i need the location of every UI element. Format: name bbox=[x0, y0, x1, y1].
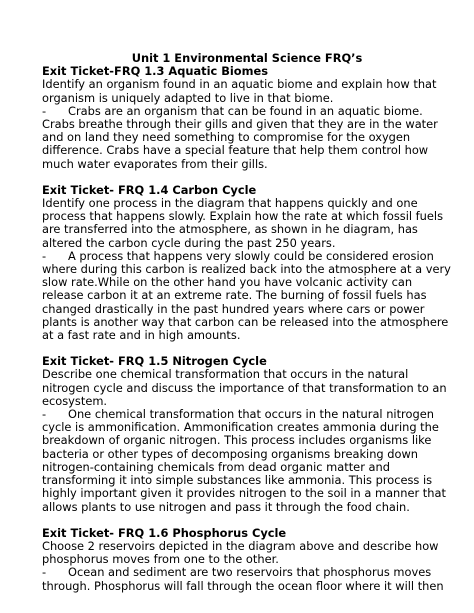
section-heading: Exit Ticket- FRQ 1.5 Nitrogen Cycle bbox=[42, 354, 267, 369]
bullet-dash: - bbox=[42, 407, 47, 422]
section-answer bbox=[42, 105, 452, 171]
section-prompt: Choose 2 reservoirs depicted in the diagram above and describe how phosphorus moves from one to the other. bbox=[42, 538, 439, 567]
document-title: Unit 1 Environmental Science FRQ’s bbox=[131, 51, 363, 65]
section-answer bbox=[42, 250, 452, 342]
section-carbon-cycle bbox=[42, 184, 452, 342]
section-heading: Exit Ticket- FRQ 1.4 Carbon Cycle bbox=[42, 182, 257, 197]
document-content bbox=[42, 52, 452, 593]
section-answer bbox=[42, 408, 452, 514]
section-aquatic-biomes bbox=[42, 65, 452, 171]
section-heading: Exit Ticket- FRQ 1.6 Phosphorus Cycle bbox=[42, 525, 287, 540]
answer-text: A process that happens very slowly could be considered erosion where during this carbon is realized back into the atmosphere at a very slow rate.While on the other hand you have volcanic activity can release carbon it at an extreme rate. The burning of fossil fuels has changed drastically in the past hundred years where cars or power plants is another way that carbon can be released into the atmosphere at a fast rate and in high amounts. bbox=[42, 248, 451, 343]
section-prompt: Identify an organism found in an aquatic biome and explain how that organism is uniquely adapted to live in that biome. bbox=[42, 77, 437, 105]
section-nitrogen-cycle bbox=[42, 355, 452, 513]
section-prompt: Describe one chemical transformation that occurs in the natural nitrogen cycle and discuss the importance of that transformation to an ecosystem. bbox=[42, 367, 447, 408]
section-heading: Exit Ticket-FRQ 1.3 Aquatic Biomes bbox=[42, 64, 268, 79]
bullet-dash: - bbox=[42, 248, 47, 263]
answer-text: Crabs are an organism that can be found in an aquatic biome. Crabs breathe through their gills and given that they are in the water and on land they need something to compromise for the oxygen difference. Crabs have a special feature that help them control how much water evaporates from their gills. bbox=[42, 103, 438, 171]
answer-text: Ocean and sediment are two reservoirs that phosphorus moves through. Phosphorus will fall through the ocean floor where it will then bbox=[42, 565, 444, 593]
answer-text: One chemical transformation that occurs in the natural nitrogen cycle is ammonification. Ammonification creates ammonia during the breakdown of organic nitrogen. This process includes organisms like bacteria or other types of decomposing organisms breaking down nitrogen-containing chemicals from dead organic matter and transforming it into simple substances like ammonia. This process is highly important given it provides nitrogen to the soil in a manner that allows plants to use nitrogen and pass it through the food chain. bbox=[42, 407, 446, 514]
section-prompt: Identify one process in the diagram that happens quickly and one process that happens slowly. Explain how the rate at which fossil fuels are transferred into the atmosphere, as shown in he diagram, has altered the carbon cycle during the past 250 years. bbox=[42, 196, 444, 250]
section-phosphorus-cycle bbox=[42, 527, 452, 593]
bullet-dash: - bbox=[42, 103, 47, 118]
bullet-dash: - bbox=[42, 565, 47, 580]
section-answer bbox=[42, 566, 452, 592]
